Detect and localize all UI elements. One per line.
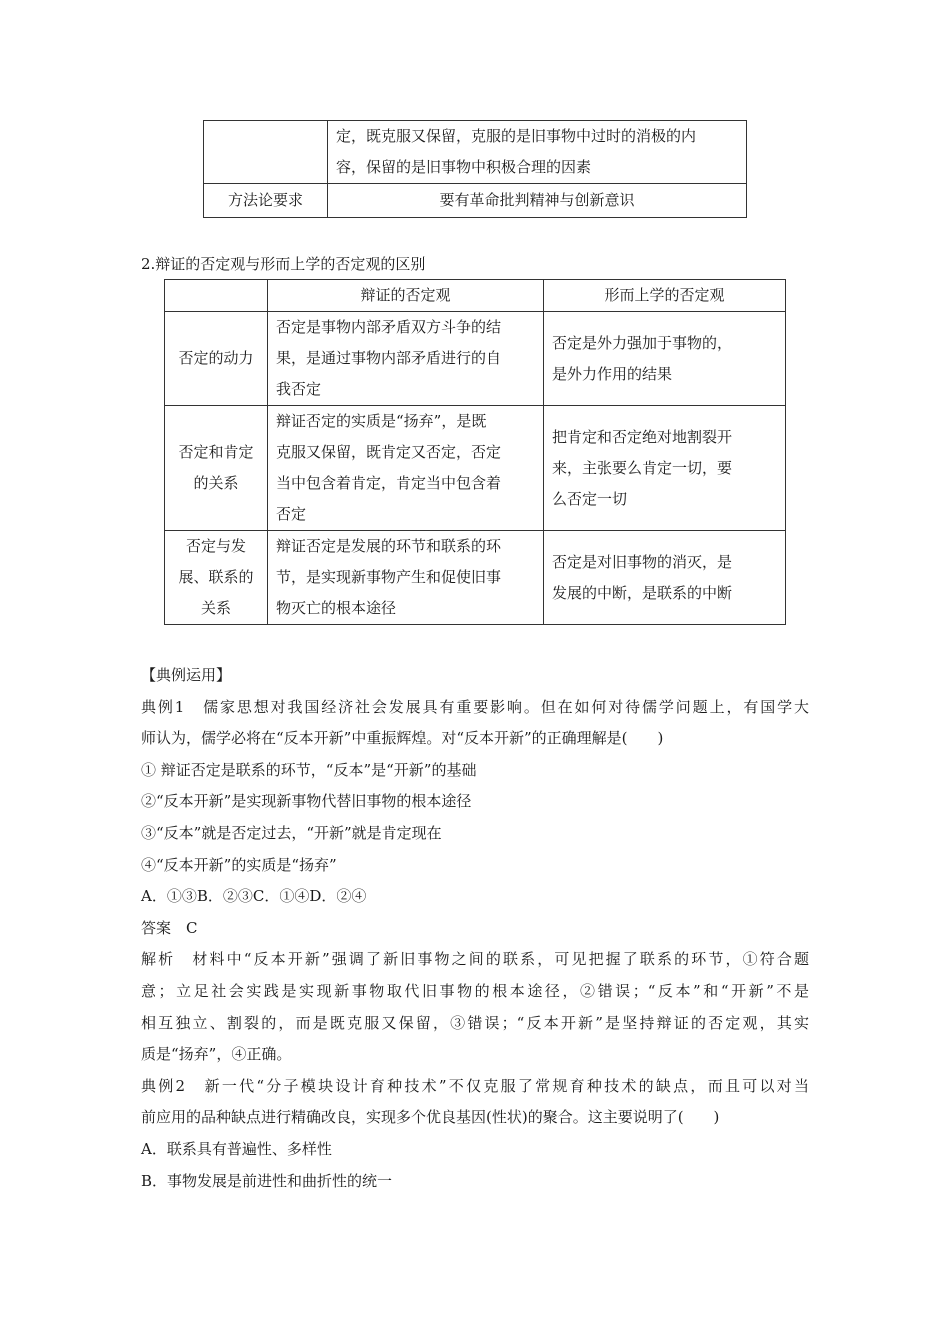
table-cell: 要有革命批判精神与创新意识	[328, 184, 747, 218]
table-continuation	[203, 120, 747, 218]
header-dialectical: 辩证的否定观	[268, 280, 544, 312]
table-row	[165, 312, 786, 406]
cell-line: 定，既克服又保留，克服的是旧事物中过时的消极的内	[336, 127, 697, 145]
dialectical-cell	[268, 312, 544, 406]
row-label	[165, 406, 268, 531]
label-line: 关系	[200, 599, 231, 617]
header-metaphysical: 形而上学的否定观	[544, 280, 786, 312]
cell-line: 辩证否定的实质是“扬弃”，是既	[276, 412, 487, 430]
header-cell-empty	[165, 280, 268, 312]
table-row	[204, 184, 747, 218]
metaphysical-cell	[544, 531, 786, 625]
example1-option: ②“反本开新”是实现新事物代替旧事物的根本途径	[141, 792, 472, 810]
example1-option: ④“反本开新”的实质是“扬弃”	[141, 856, 337, 874]
table-row	[204, 121, 747, 184]
cell-line: 么否定一切	[552, 489, 628, 508]
cell-line: 我否定	[276, 380, 322, 398]
example2-question-line: 典例2 新一代“分子模块设计育种技术”不仅克服了常规育种技术的缺点，而且可以对当	[141, 1077, 809, 1095]
row-label: 方法论要求	[204, 184, 328, 218]
cell-line: 来，主张要么肯定一切，要	[552, 458, 733, 477]
example1-answer: 答案 C	[141, 919, 198, 937]
cell-line: 否定	[276, 505, 307, 523]
cell-line: 否定是事物内部矛盾双方斗争的结	[276, 318, 502, 336]
example1-analysis-line: 相互独立、割裂的，而是既克服又保留，③错误；“反本开新”是坚持辩证的否定观，其实	[141, 1014, 809, 1032]
metaphysical-cell	[544, 312, 786, 406]
example1-analysis-line: 质是“扬弃”，④正确。	[141, 1045, 292, 1063]
cell-line: 发展的中断，是联系的中断	[552, 583, 733, 602]
dialectical-cell	[268, 531, 544, 625]
metaphysical-cell	[544, 406, 786, 531]
cell-line: 当中包含着肯定，肯定当中包含着	[276, 474, 502, 492]
cell-line: 物灭亡的根本途径	[276, 599, 397, 617]
example1-option: ③“反本”就是否定过去，“开新”就是肯定现在	[141, 824, 442, 842]
example-heading: 【典例运用】	[141, 666, 232, 684]
table-cell-empty	[204, 121, 328, 184]
cell-line: 容，保留的是旧事物中积极合理的因素	[336, 158, 592, 176]
example2-option: B．事物发展是前进性和曲折性的统一	[141, 1172, 393, 1190]
label-line: 的关系	[193, 474, 239, 492]
example1-analysis-line: 解析 材料中“反本开新”强调了新旧事物之间的联系，可见把握了联系的环节，①符合题	[141, 950, 809, 968]
label-line: 否定与发	[185, 537, 246, 555]
cell-line: 是外力作用的结果	[552, 364, 673, 383]
cell-line: 否定是对旧事物的消灭，是	[552, 552, 733, 571]
example1-option: ① 辩证否定是联系的环节，“反本”是“开新”的基础	[141, 761, 477, 779]
label-line: 否定和肯定	[178, 443, 254, 461]
example1-analysis-line: 意；立足社会实践是实现新事物取代旧事物的根本途径，②错误；“反本”和“开新”不是	[141, 982, 809, 1000]
cell-line: 否定是外力强加于事物的，	[552, 333, 733, 352]
table-row	[165, 406, 786, 531]
cell-line: 把肯定和否定绝对地割裂开	[552, 427, 733, 446]
table-cell	[328, 121, 747, 184]
table-row	[165, 531, 786, 625]
cell-line: 节，是实现新事物产生和促使旧事	[276, 568, 502, 586]
cell-line: 克服又保留，既肯定又否定，否定	[276, 443, 502, 461]
section-title: 2.辩证的否定观与形而上学的否定观的区别	[141, 255, 426, 273]
label-line: 展、联系的	[178, 568, 254, 586]
row-label	[165, 312, 268, 406]
label-line: 否定的动力	[178, 349, 254, 367]
example1-question-line: 典例1 儒家思想对我国经济社会发展具有重要影响。但在如何对待儒学问题上，有国学大	[141, 698, 809, 716]
example2-question-line: 前应用的品种缺点进行精确改良，实现多个优良基因(性状)的聚合。这主要说明了( )	[141, 1108, 720, 1126]
example1-question-line: 师认为，儒学必将在“反本开新”中重振辉煌。对“反本开新”的正确理解是( )	[141, 729, 664, 747]
table-header-row	[165, 280, 786, 312]
row-label	[165, 531, 268, 625]
dialectical-cell	[268, 406, 544, 531]
cell-line: 辩证否定是发展的环节和联系的环	[276, 537, 502, 555]
cell-line: 果，是通过事物内部矛盾进行的自	[276, 349, 502, 367]
comparison-table	[164, 279, 786, 625]
example1-choices: A．①③B．②③C．①④D．②④	[141, 887, 367, 905]
example2-option: A．联系具有普遍性、多样性	[141, 1140, 332, 1158]
